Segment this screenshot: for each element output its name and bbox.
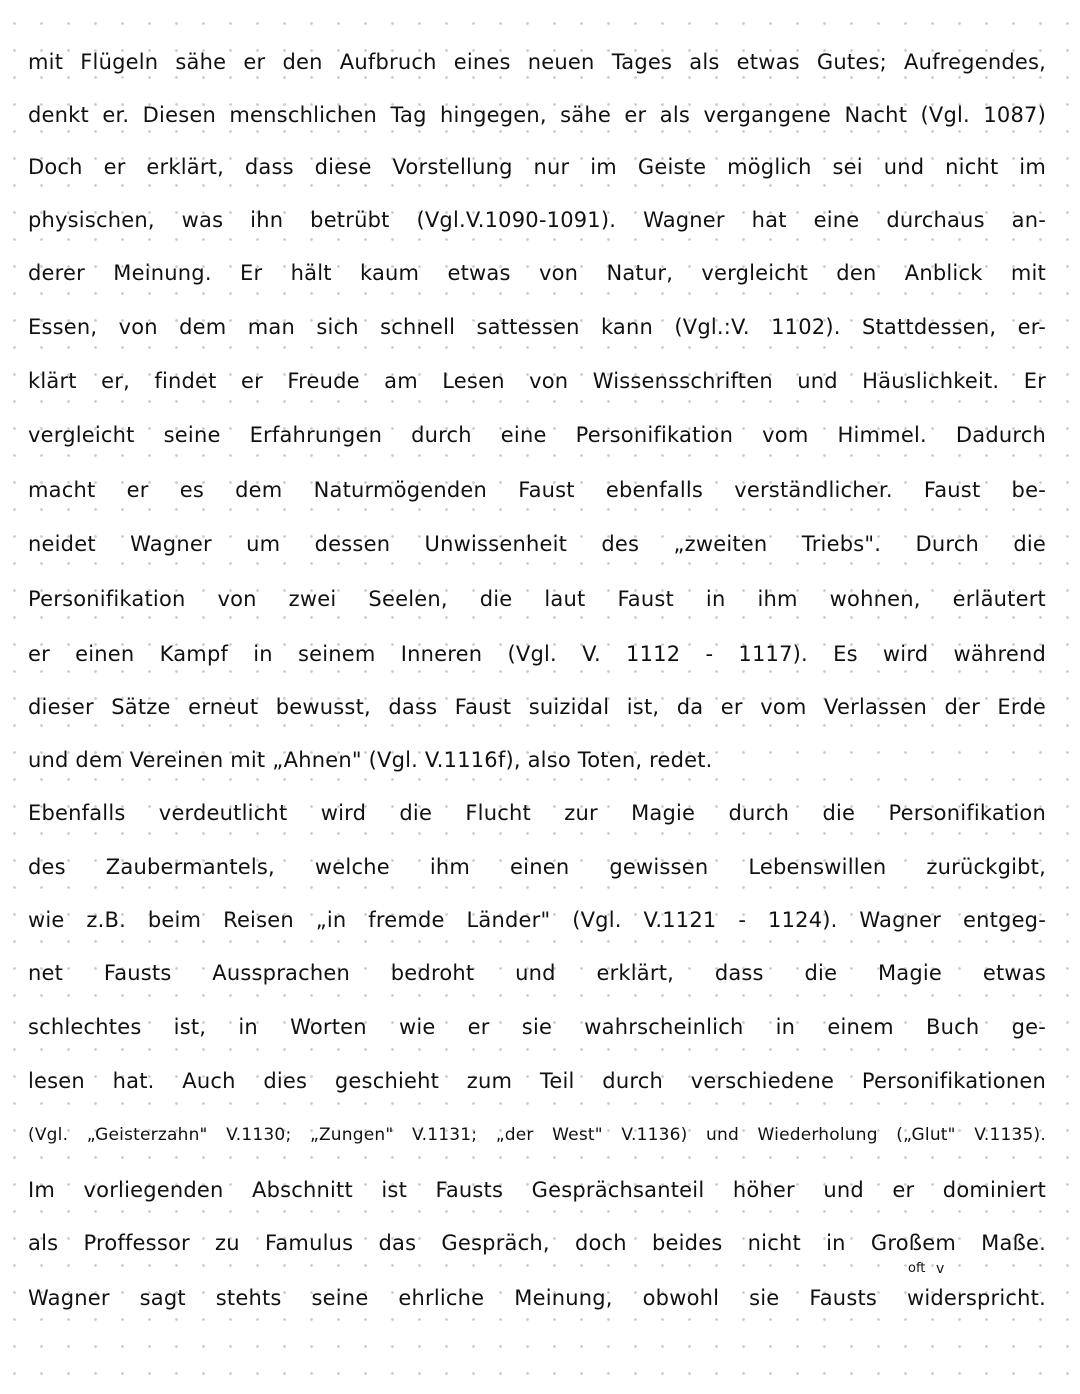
text-line: Essen, von dem man sich schnell sattessen kann (Vgl.:V. 1102). Stattdessen, er- xyxy=(28,315,1046,339)
text-line: er einen Kampf in seinem Inneren (Vgl. V. 1112 - 1117). Es wird während xyxy=(28,642,1046,666)
insertion-caret: v xyxy=(936,1261,945,1277)
text-line: derer Meinung. Er hält kaum etwas von Natur, vergleicht den Anblick mit xyxy=(28,261,1046,285)
text-line: und dem Vereinen mit „Ahnen" (Vgl. V.1116f), also Toten, redet. xyxy=(28,748,713,772)
text-line: schlechtes ist, in Worten wie er sie wahrscheinlich in einem Buch ge- xyxy=(28,1015,1046,1039)
text-line: denkt er. Diesen menschlichen Tag hingegen, sähe er als vergangene Nacht (Vgl. 1087) xyxy=(28,103,1046,127)
text-line: lesen hat. Auch dies geschieht zum Teil durch verschiedene Personifikationen xyxy=(28,1069,1046,1093)
text-line: Im vorliegenden Abschnitt ist Fausts Gesprächsanteil höher und er dominiert xyxy=(28,1178,1046,1202)
text-line: klärt er, findet er Freude am Lesen von Wissensschriften und Häuslichkeit. Er xyxy=(28,369,1046,393)
text-line: wie z.B. beim Reisen „in fremde Länder" (Vgl. V.1121 - 1124). Wagner entgeg- xyxy=(28,908,1046,932)
text-line: Ebenfalls verdeutlicht wird die Flucht zur Magie durch die Personifikation xyxy=(28,801,1046,825)
text-line: macht er es dem Naturmögenden Faust ebenfalls verständlicher. Faust be- xyxy=(28,478,1046,502)
text-line: Personifikation von zwei Seelen, die laut Faust in ihm wohnen, erläutert xyxy=(28,587,1046,611)
text-line: physischen, was ihn betrübt (Vgl.V.1090-1091). Wagner hat eine durchaus an- xyxy=(28,208,1046,232)
text-line: als Proffessor zu Famulus das Gespräch, doch beides nicht in Großem Maße. xyxy=(28,1231,1046,1255)
inserted-word: oft xyxy=(908,1261,926,1276)
text-line: net Fausts Aussprachen bedroht und erklärt, dass die Magie etwas xyxy=(28,961,1046,985)
text-line: mit Flügeln sähe er den Aufbruch eines neuen Tages als etwas Gutes; Aufregendes, xyxy=(28,50,1046,74)
text-line: Wagner sagt stehts seine ehrliche Meinung, obwohl sie Fausts widerspricht. xyxy=(28,1286,1046,1310)
text-line: des Zaubermantels, welche ihm einen gewissen Lebenswillen zurückgibt, xyxy=(28,855,1046,879)
text-line: Doch er erklärt, dass diese Vorstellung nur im Geiste möglich sei und nicht im xyxy=(28,155,1046,179)
text-line: vergleicht seine Erfahrungen durch eine Personifikation vom Himmel. Dadurch xyxy=(28,423,1046,447)
text-line: dieser Sätze erneut bewusst, dass Faust suizidal ist, da er vom Verlassen der Erde xyxy=(28,695,1046,719)
text-line: (Vgl. „Geisterzahn" V.1130; „Zungen" V.1131; „der West" V.1136) und Wiederholung („Glut" V.1135). xyxy=(28,1125,1046,1145)
text-line: neidet Wagner um dessen Unwissenheit des „zweiten Triebs". Durch die xyxy=(28,532,1046,556)
